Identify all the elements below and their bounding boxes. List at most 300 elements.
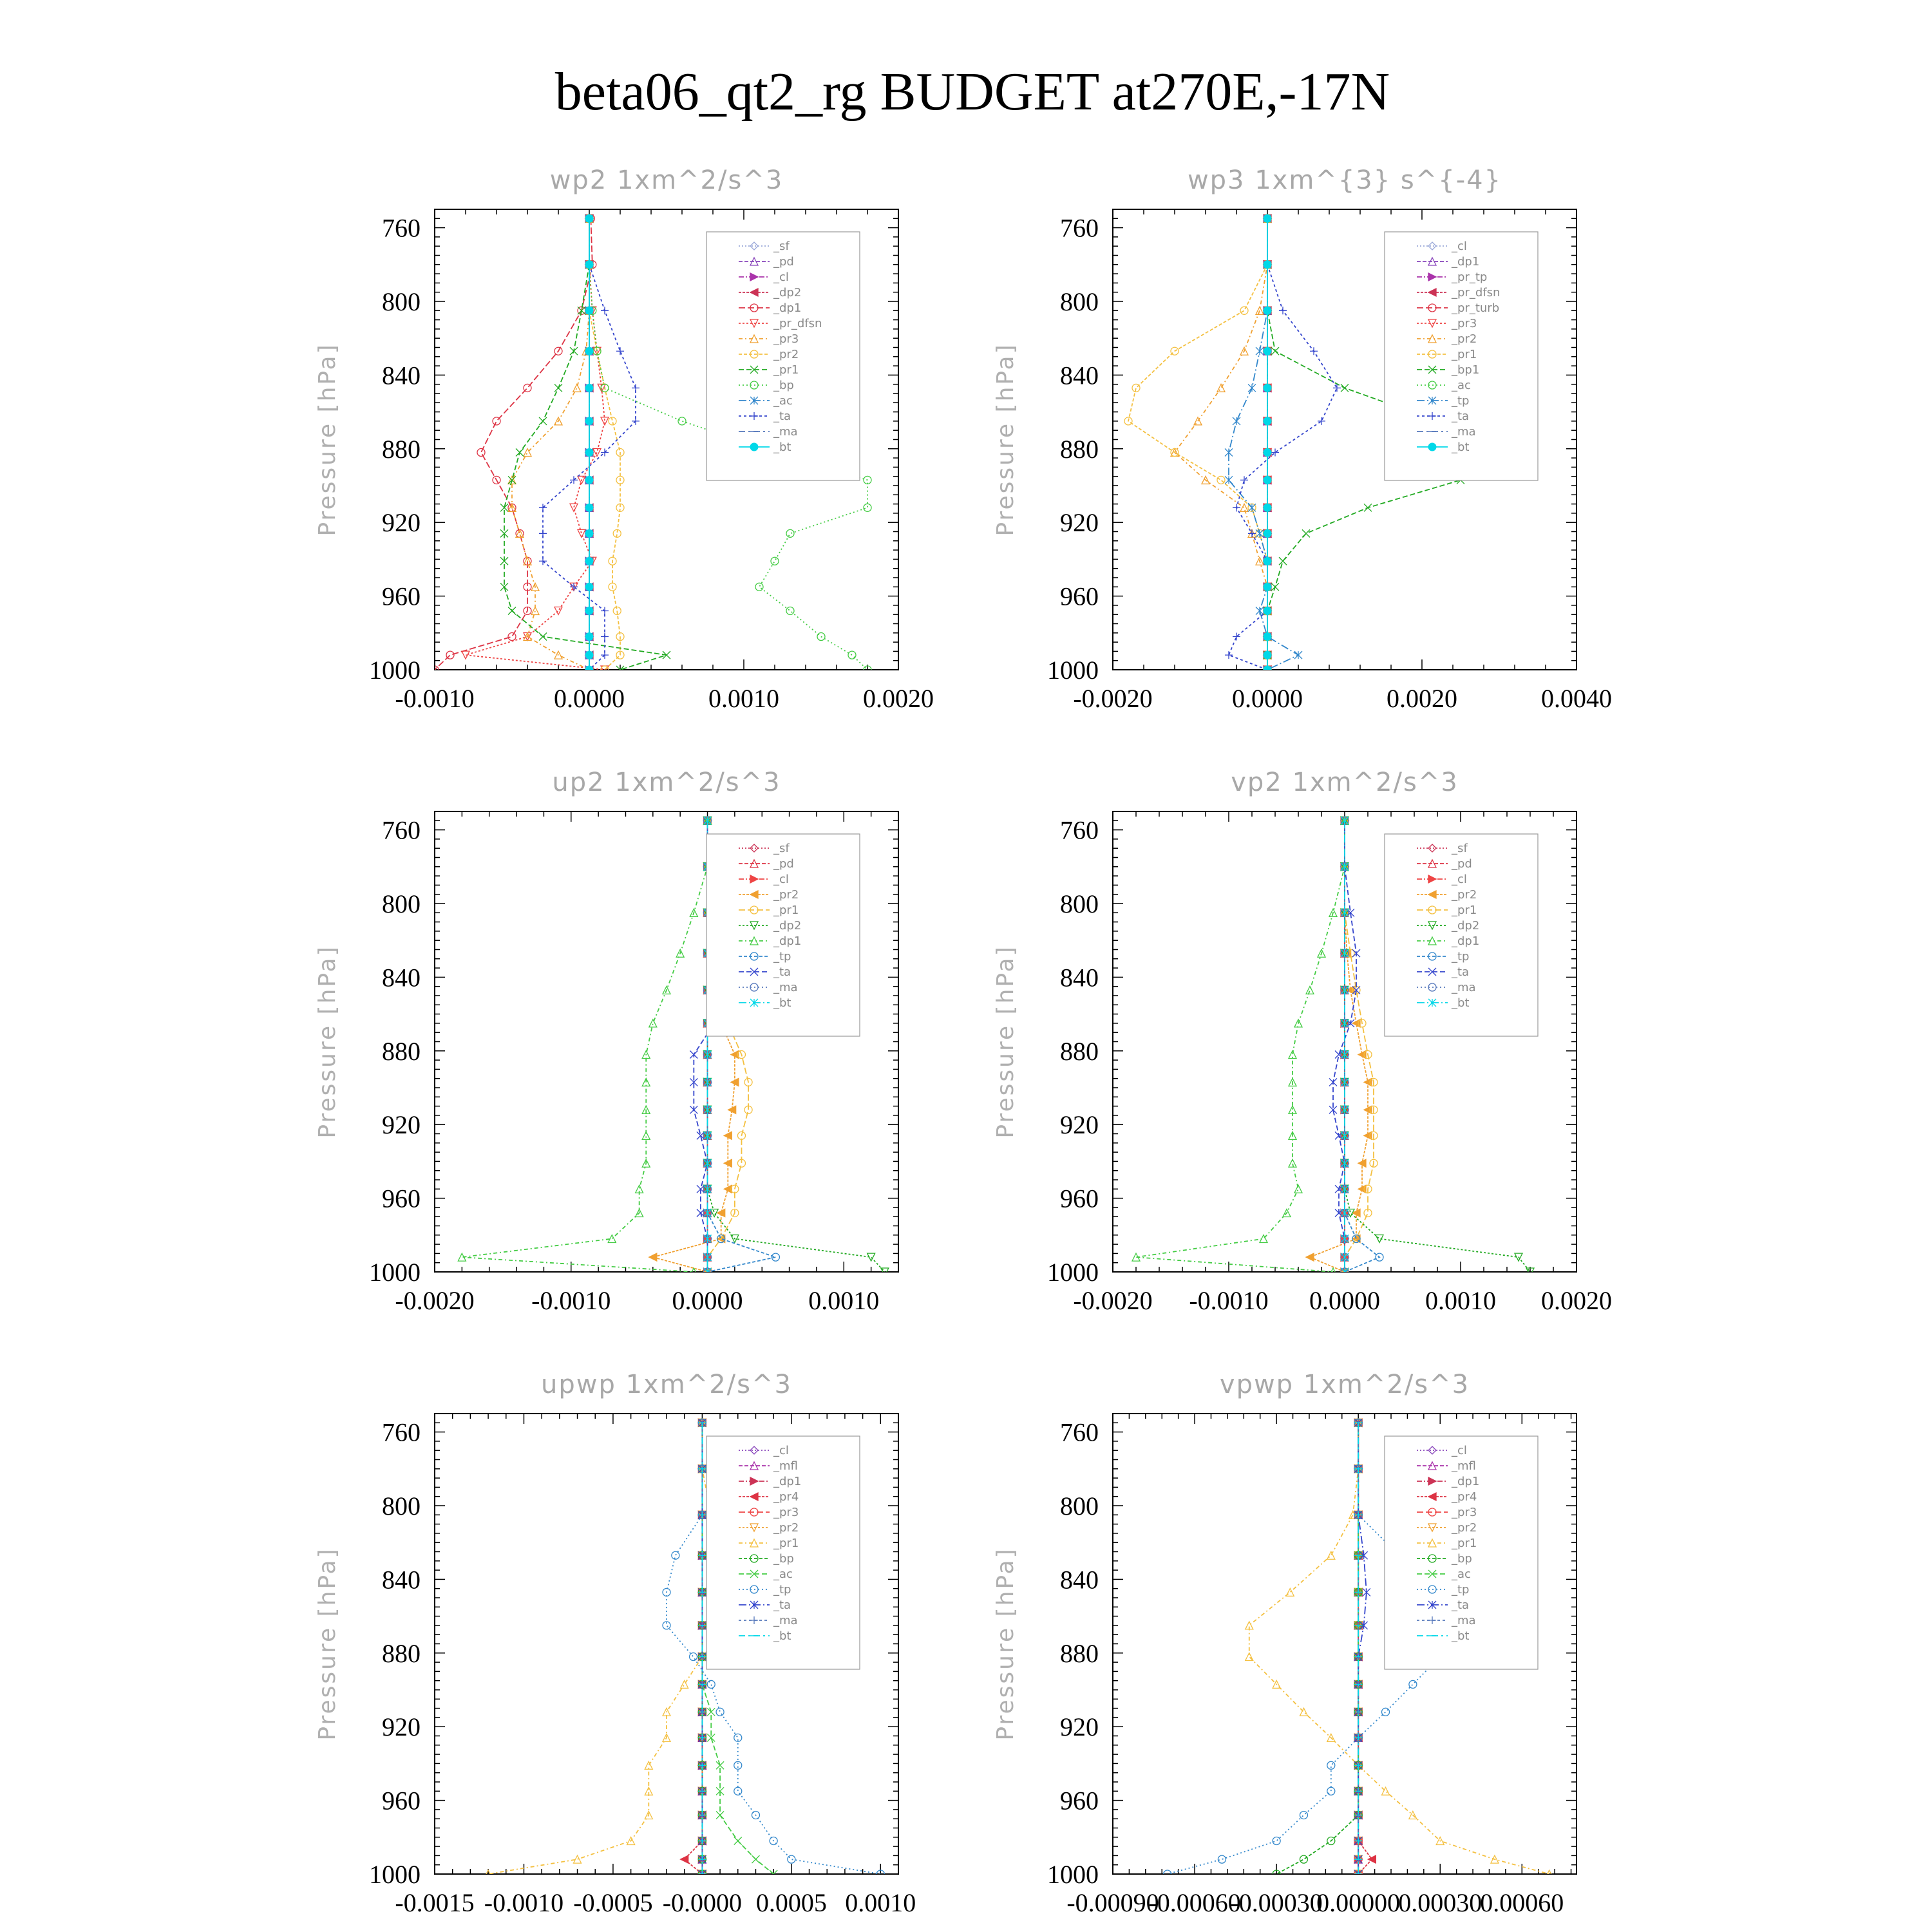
- y-axis-label: Pressure [hPa]: [992, 1547, 1019, 1741]
- series-ta-point: [632, 384, 639, 392]
- panel-title: upwp 1xm^2/s^3: [541, 1370, 792, 1399]
- x-tick-label: -0.0020: [395, 1286, 475, 1315]
- legend-pr4-label: _pr4: [773, 1490, 799, 1504]
- x-tick-label: 0.0010: [808, 1286, 880, 1315]
- series-ta-point: [1233, 633, 1240, 641]
- panels: [314, 166, 1612, 1917]
- series-tp-point: [1256, 607, 1264, 614]
- series-ta-point: [539, 557, 547, 565]
- legend-pr4-label: _pr4: [1452, 1490, 1477, 1504]
- series-pr1-line: [504, 218, 667, 670]
- series-pr1-line: [488, 1423, 738, 1874]
- x-tick-label: 0.0020: [1387, 684, 1457, 713]
- series-bt-point: [585, 651, 593, 659]
- legend-tp-label: _tp: [1452, 394, 1470, 408]
- x-tick-label: 0.0010: [845, 1888, 916, 1917]
- panel-title: wp3 1xm^{3} s^{-4}: [1187, 166, 1502, 195]
- y-tick-label: 960: [382, 582, 421, 611]
- legend-pr2-label: _pr2: [1452, 888, 1477, 902]
- x-tick-label: 0.0010: [708, 684, 779, 713]
- series-pr2-point: [1306, 1253, 1314, 1261]
- panel-title: vpwp 1xm^2/s^3: [1219, 1370, 1470, 1399]
- legend-tp-label: _tp: [1452, 950, 1470, 963]
- legend-cl-label: _cl: [773, 270, 789, 284]
- legend-pr3-label: _pr3: [1452, 317, 1477, 330]
- legend-pr1-label: _pr1: [773, 363, 799, 377]
- legend-ta-label: _ta: [1452, 410, 1470, 423]
- series-ta-line: [1229, 218, 1337, 670]
- series-pr2-line: [589, 218, 620, 670]
- legend-mfl-label: _mfl: [773, 1459, 798, 1473]
- series-bt-point: [1264, 504, 1271, 511]
- x-tick-label: -0.0010: [484, 1888, 564, 1917]
- legend-ta-label: _ta: [1452, 965, 1470, 979]
- series-bt-point: [585, 476, 593, 484]
- series-bp-point: [786, 607, 794, 614]
- legend: [1385, 1436, 1538, 1669]
- series-bt-point: [585, 633, 593, 641]
- legend-dp1-label: _dp1: [773, 1475, 802, 1488]
- legend-pd-label: _pd: [1452, 857, 1472, 871]
- y-tick-label: 920: [1060, 508, 1099, 538]
- series-pr2-line: [1175, 218, 1267, 670]
- series-bt-point: [585, 384, 593, 392]
- legend-pd-label: _pd: [773, 255, 794, 269]
- series-ta-point: [1318, 417, 1325, 425]
- legend-ma-label: _ma: [1452, 1614, 1476, 1627]
- series-bp-point: [848, 651, 856, 659]
- y-tick-label: 760: [1060, 213, 1099, 243]
- x-tick-label: 0.0020: [863, 684, 934, 713]
- panel-title: wp2 1xm^2/s^3: [549, 166, 784, 195]
- series-pr1-point: [554, 384, 562, 392]
- legend-sf-label: _sf: [773, 842, 790, 855]
- series-pr-dfsn-point: [601, 417, 609, 425]
- x-tick-label: -0.0000: [662, 1888, 743, 1917]
- series-bp1-point: [1279, 557, 1287, 565]
- legend-pr2-label: _pr2: [1452, 332, 1477, 346]
- legend-bp-label: _bp: [1452, 1552, 1472, 1566]
- series-tp-point: [734, 1787, 742, 1795]
- series-pr2-point: [609, 417, 616, 425]
- series-ta-point: [601, 607, 609, 614]
- y-axis-label: Pressure [hPa]: [314, 945, 341, 1139]
- y-tick-label: 840: [382, 361, 421, 390]
- legend-pr1-label: _pr1: [1452, 904, 1477, 917]
- legend: [1385, 834, 1538, 1036]
- legend-dp1-label: _dp1: [773, 934, 802, 948]
- series-pr1-point: [681, 1680, 688, 1688]
- x-tick-label: 0.0020: [1541, 1286, 1612, 1315]
- series-bp1-point: [1364, 504, 1372, 511]
- series-ta-point: [1225, 651, 1233, 659]
- legend-pr2-label: _pr2: [773, 348, 799, 361]
- y-tick-label: 920: [382, 508, 421, 538]
- legend: [706, 834, 860, 1036]
- y-tick-label: 1000: [369, 656, 421, 685]
- series-dp1-line: [462, 820, 707, 1272]
- legend-bt-label: _bt: [773, 1629, 791, 1643]
- legend-dp1-label: _dp1: [1452, 1475, 1480, 1488]
- series-tp-point: [1382, 1708, 1390, 1716]
- series-tp-point: [1409, 1680, 1417, 1688]
- series-bt-point: [585, 347, 593, 355]
- legend-ta-label: _ta: [773, 410, 791, 423]
- legend-cl-label: _cl: [1452, 873, 1467, 886]
- series-tp-point: [716, 1708, 724, 1716]
- legend-pr3-label: _pr3: [1452, 1506, 1477, 1519]
- series-bp1-point: [1302, 529, 1310, 537]
- legend: [1385, 232, 1538, 480]
- y-tick-label: 840: [382, 963, 421, 992]
- legend-ac-label: _ac: [1452, 1567, 1471, 1581]
- series-ac-point: [716, 1811, 724, 1819]
- series-tp-point: [1256, 529, 1264, 537]
- series-bt-point: [1264, 417, 1271, 425]
- series-pr4-line: [1358, 1423, 1372, 1874]
- series-bp-point: [678, 417, 686, 425]
- series-bt-point: [1264, 557, 1271, 565]
- series-bt-point: [585, 607, 593, 614]
- series-ta-point: [1240, 476, 1248, 484]
- x-tick-label: 0.00000: [1316, 1888, 1401, 1917]
- series-ta-point: [601, 307, 609, 314]
- legend-ac-label: _ac: [773, 1567, 793, 1581]
- series-bt-point: [585, 417, 593, 425]
- y-tick-label: 840: [382, 1565, 421, 1595]
- x-tick-label: 0.00030: [1398, 1888, 1482, 1917]
- series-dp1-point: [524, 384, 531, 392]
- x-tick-label: -0.0010: [395, 684, 475, 713]
- y-tick-label: 800: [382, 287, 421, 316]
- series-dp1-point: [516, 529, 524, 537]
- series-pr2-point: [1240, 504, 1248, 511]
- legend-ac-label: _ac: [773, 394, 793, 408]
- series-pr-dfsn-point: [578, 529, 585, 537]
- y-tick-label: 1000: [369, 1258, 421, 1287]
- legend-bp-label: _bp: [773, 379, 794, 392]
- legend-ma-label: _ma: [1452, 981, 1476, 994]
- series-pr2-point: [649, 1253, 657, 1261]
- legend-bp-label: _bp: [773, 1552, 794, 1566]
- legend-ta-label: _ta: [1452, 1598, 1470, 1612]
- series-tp-point: [1248, 384, 1256, 392]
- legend-dp2-label: _dp2: [1452, 919, 1480, 933]
- legend-dp1-label: _dp1: [1452, 934, 1480, 948]
- x-tick-label: 0.0005: [755, 1888, 827, 1917]
- series-tp-point: [1218, 1855, 1226, 1863]
- legend-pr3-label: _pr3: [773, 1506, 799, 1519]
- series-bt-point: [585, 449, 593, 457]
- panel-1: [314, 166, 934, 713]
- legend-bt-label: _bt: [773, 996, 791, 1010]
- series-bp-point: [771, 557, 779, 565]
- legend-pr2-label: _pr2: [773, 1521, 799, 1535]
- y-tick-label: 760: [1060, 815, 1099, 845]
- series-pr1-point: [516, 449, 524, 457]
- series-bp-point: [1300, 1855, 1307, 1863]
- x-tick-label: -0.0005: [573, 1888, 653, 1917]
- x-tick-label: -0.0020: [1073, 1286, 1153, 1315]
- series-tp-line: [1345, 820, 1379, 1272]
- y-tick-label: 920: [382, 1712, 421, 1742]
- y-axis-label: Pressure [hPa]: [314, 1547, 341, 1741]
- y-tick-label: 880: [382, 1036, 421, 1066]
- y-tick-label: 1000: [369, 1860, 421, 1889]
- y-tick-label: 760: [382, 213, 421, 243]
- y-tick-label: 1000: [1047, 1258, 1099, 1287]
- legend-dp2-label: _dp2: [773, 286, 802, 299]
- y-tick-label: 960: [1060, 582, 1099, 611]
- series-ta-point: [539, 504, 547, 511]
- y-tick-label: 800: [382, 1492, 421, 1520]
- series-bp-line: [1276, 1423, 1358, 1874]
- x-tick-label: 0.0000: [1309, 1286, 1380, 1315]
- series-dp1-point: [477, 449, 485, 457]
- series-bp1-point: [1341, 384, 1349, 392]
- series-pr1-line: [1128, 218, 1267, 670]
- y-tick-label: 960: [382, 1786, 421, 1815]
- series-bp-point: [786, 529, 794, 537]
- y-tick-label: 920: [1060, 1110, 1099, 1140]
- series-pr4-point: [681, 1855, 688, 1863]
- x-tick-label: -0.0010: [1189, 1286, 1269, 1315]
- series-ac-point: [707, 1708, 715, 1716]
- y-tick-label: 800: [382, 889, 421, 918]
- legend-dp2-label: _dp2: [773, 919, 802, 933]
- panel-4: [992, 768, 1612, 1315]
- legend-bt-label: _bt: [773, 440, 791, 454]
- y-tick-label: 880: [382, 434, 421, 464]
- legend-ma-label: _ma: [1452, 425, 1476, 439]
- series-pr-dfsn-point: [554, 607, 562, 614]
- legend-pr-dfsn-label: _pr_dfsn: [1452, 286, 1501, 299]
- series-bp-point: [755, 583, 763, 591]
- x-tick-label: 0.0040: [1541, 684, 1612, 713]
- y-tick-label: 920: [1060, 1712, 1099, 1742]
- x-tick-label: 0.0000: [1232, 684, 1303, 713]
- series-tp-point: [1256, 347, 1264, 355]
- y-axis-label: Pressure [hPa]: [314, 343, 341, 536]
- series-tp-point: [788, 1855, 795, 1863]
- panel-title: up2 1xm^2/s^3: [552, 768, 781, 797]
- series-pr1-point: [1327, 1551, 1335, 1559]
- y-tick-label: 800: [1060, 287, 1099, 316]
- series-tp-point: [1225, 449, 1233, 457]
- series-bt-point: [585, 557, 593, 565]
- y-tick-label: 880: [1060, 1036, 1099, 1066]
- series-tp-point: [1300, 1811, 1307, 1819]
- series-dp1-point: [1306, 986, 1314, 994]
- series-tp-point: [1225, 476, 1233, 484]
- y-tick-label: 760: [382, 815, 421, 845]
- legend-mfl-label: _mfl: [1452, 1459, 1476, 1473]
- series-ta-point: [1333, 384, 1341, 392]
- panel-6: [992, 1370, 1577, 1917]
- legend-pr3-label: _pr3: [773, 332, 799, 346]
- y-tick-label: 1000: [1047, 656, 1099, 685]
- legend-pr-turb-label: _pr_turb: [1452, 301, 1500, 315]
- legend-pr2-label: _pr2: [773, 888, 799, 902]
- x-tick-label: -0.0015: [395, 1888, 475, 1917]
- x-tick-label: 0.0000: [554, 684, 625, 713]
- series-pr-dfsn-point: [462, 651, 469, 659]
- y-tick-label: 960: [1060, 1184, 1099, 1213]
- y-tick-label: 800: [1060, 889, 1099, 918]
- series-bt-point: [585, 504, 593, 511]
- series-ta-point: [1363, 1588, 1370, 1596]
- legend-tp-label: _tp: [773, 1583, 791, 1596]
- series-ta-point: [1310, 347, 1318, 355]
- series-tp-point: [1327, 1787, 1335, 1795]
- series-pr1-point: [508, 607, 516, 614]
- series-pr-dfsn-point: [593, 449, 601, 457]
- series-bt-point: [585, 214, 593, 222]
- panel-3: [314, 768, 898, 1315]
- legend-ma-label: _ma: [773, 981, 798, 994]
- series-ac-point: [752, 1855, 759, 1863]
- series-pr1-point: [539, 633, 547, 641]
- series-dp1-point: [493, 417, 500, 425]
- legend-cl-label: _cl: [773, 873, 789, 886]
- y-tick-label: 760: [1060, 1417, 1099, 1447]
- series-tp-point: [1294, 651, 1302, 659]
- series-bt-point: [1264, 384, 1271, 392]
- series-pr1-point: [570, 347, 578, 355]
- legend-pd-label: _pd: [773, 857, 794, 871]
- series-tp-point: [690, 1653, 697, 1661]
- series-tp-point: [672, 1551, 679, 1559]
- series-pr2-point: [1217, 384, 1225, 392]
- series-pr4-line: [685, 1423, 703, 1874]
- legend-pr2-label: _pr2: [1452, 1521, 1477, 1535]
- y-axis-label: Pressure [hPa]: [992, 945, 1019, 1139]
- legend-ta-label: _ta: [773, 1598, 791, 1612]
- legend-tp-label: _tp: [1452, 1583, 1470, 1596]
- legend: [706, 232, 860, 480]
- legend-pr1-label: _pr1: [1452, 1537, 1477, 1550]
- legend-ma-label: _ma: [773, 425, 798, 439]
- series-pr1-point: [508, 476, 516, 484]
- panel-2: [992, 166, 1612, 713]
- series-ta-point: [616, 347, 624, 355]
- legend-ta-label: _ta: [773, 965, 791, 979]
- series-bt-point: [1264, 666, 1271, 674]
- x-tick-label: 0.00060: [1480, 1888, 1564, 1917]
- legend-bt-point: [1428, 443, 1436, 451]
- series-tp-point: [1248, 504, 1256, 511]
- y-tick-label: 840: [1060, 1565, 1099, 1595]
- series-ta-point: [601, 633, 609, 641]
- series-dp1-line: [1136, 820, 1345, 1272]
- series-pr3-line: [512, 218, 589, 670]
- series-bt-point: [585, 666, 593, 674]
- legend-dp1-label: _dp1: [773, 301, 802, 315]
- legend-bp1-label: _bp1: [1452, 363, 1480, 377]
- series-bt-point: [585, 307, 593, 314]
- series-dp1-point: [508, 633, 516, 641]
- panel-5: [314, 1370, 916, 1917]
- series-dp1-point: [1294, 1185, 1302, 1193]
- series-bt-point: [1264, 476, 1271, 484]
- legend-cl-label: _cl: [1452, 240, 1467, 253]
- series-bt-point: [1264, 651, 1271, 659]
- legend-sf-label: _sf: [1452, 842, 1468, 855]
- x-tick-label: -0.00030: [1230, 1888, 1323, 1917]
- series-tp-line: [1229, 218, 1298, 670]
- y-axis-label: Pressure [hPa]: [992, 343, 1019, 536]
- x-tick-label: -0.0020: [1073, 684, 1153, 713]
- series-tp-point: [1233, 417, 1240, 425]
- series-dp1-line: [435, 218, 592, 670]
- y-tick-label: 840: [1060, 361, 1099, 390]
- series-bt-point: [1264, 214, 1271, 222]
- series-bt-point: [1264, 607, 1271, 614]
- legend-ma-label: _ma: [773, 1614, 798, 1627]
- series-pr-dfsn-line: [466, 218, 605, 670]
- series-bt-point: [1264, 449, 1271, 457]
- series-ta-point: [1233, 504, 1240, 511]
- series-pr1-point: [1240, 307, 1248, 314]
- y-tick-label: 840: [1060, 963, 1099, 992]
- y-tick-label: 1000: [1047, 1860, 1099, 1889]
- series-bt-point: [585, 261, 593, 269]
- legend-bt-label: _bt: [1452, 1629, 1470, 1643]
- series-bt-point: [1264, 261, 1271, 269]
- y-tick-label: 880: [382, 1638, 421, 1668]
- legend-pr-tp-label: _pr_tp: [1452, 270, 1488, 284]
- series-pr-dfsn-point: [570, 504, 578, 511]
- series-bp1-point: [1271, 347, 1279, 355]
- series-ta-line: [1358, 1423, 1367, 1874]
- series-bt-point: [1264, 347, 1271, 355]
- legend-pr1-label: _pr1: [773, 1537, 799, 1550]
- x-tick-label: 0.0010: [1425, 1286, 1496, 1315]
- series-ta-point: [1248, 529, 1256, 537]
- series-bp1-point: [1271, 583, 1279, 591]
- legend-pr1-label: _pr1: [773, 904, 799, 917]
- legend-bt-label: _bt: [1452, 996, 1470, 1010]
- series-bp-point: [864, 504, 871, 511]
- series-pr3-point: [573, 384, 581, 392]
- y-tick-label: 960: [382, 1184, 421, 1213]
- series-bt-point: [1264, 307, 1271, 314]
- y-tick-label: 760: [382, 1417, 421, 1447]
- series-ta-point: [601, 651, 609, 659]
- panel-title: vp2 1xm^2/s^3: [1231, 768, 1459, 797]
- legend-dp1-label: _dp1: [1452, 255, 1480, 269]
- legend: [706, 1436, 860, 1669]
- series-bt-point: [1264, 583, 1271, 591]
- series-tp-point: [1327, 1761, 1335, 1769]
- series-dp1-point: [649, 1019, 657, 1027]
- series-bt-point: [585, 529, 593, 537]
- legend-cl-label: _cl: [773, 1444, 789, 1457]
- y-tick-label: 880: [1060, 434, 1099, 464]
- legend-pr-dfsn-label: _pr_dfsn: [773, 317, 822, 330]
- series-bt-point: [1264, 633, 1271, 641]
- series-bt-point: [585, 583, 593, 591]
- legend-tp-label: _tp: [773, 950, 791, 963]
- series-pr1-point: [539, 417, 547, 425]
- legend-pr1-label: _pr1: [1452, 348, 1477, 361]
- series-pr1-point: [1132, 384, 1140, 392]
- series-ta-point: [539, 529, 547, 537]
- x-tick-label: -0.0010: [531, 1286, 611, 1315]
- y-tick-label: 800: [1060, 1492, 1099, 1520]
- series-ta-point: [632, 417, 639, 425]
- series-dp1-point: [446, 651, 454, 659]
